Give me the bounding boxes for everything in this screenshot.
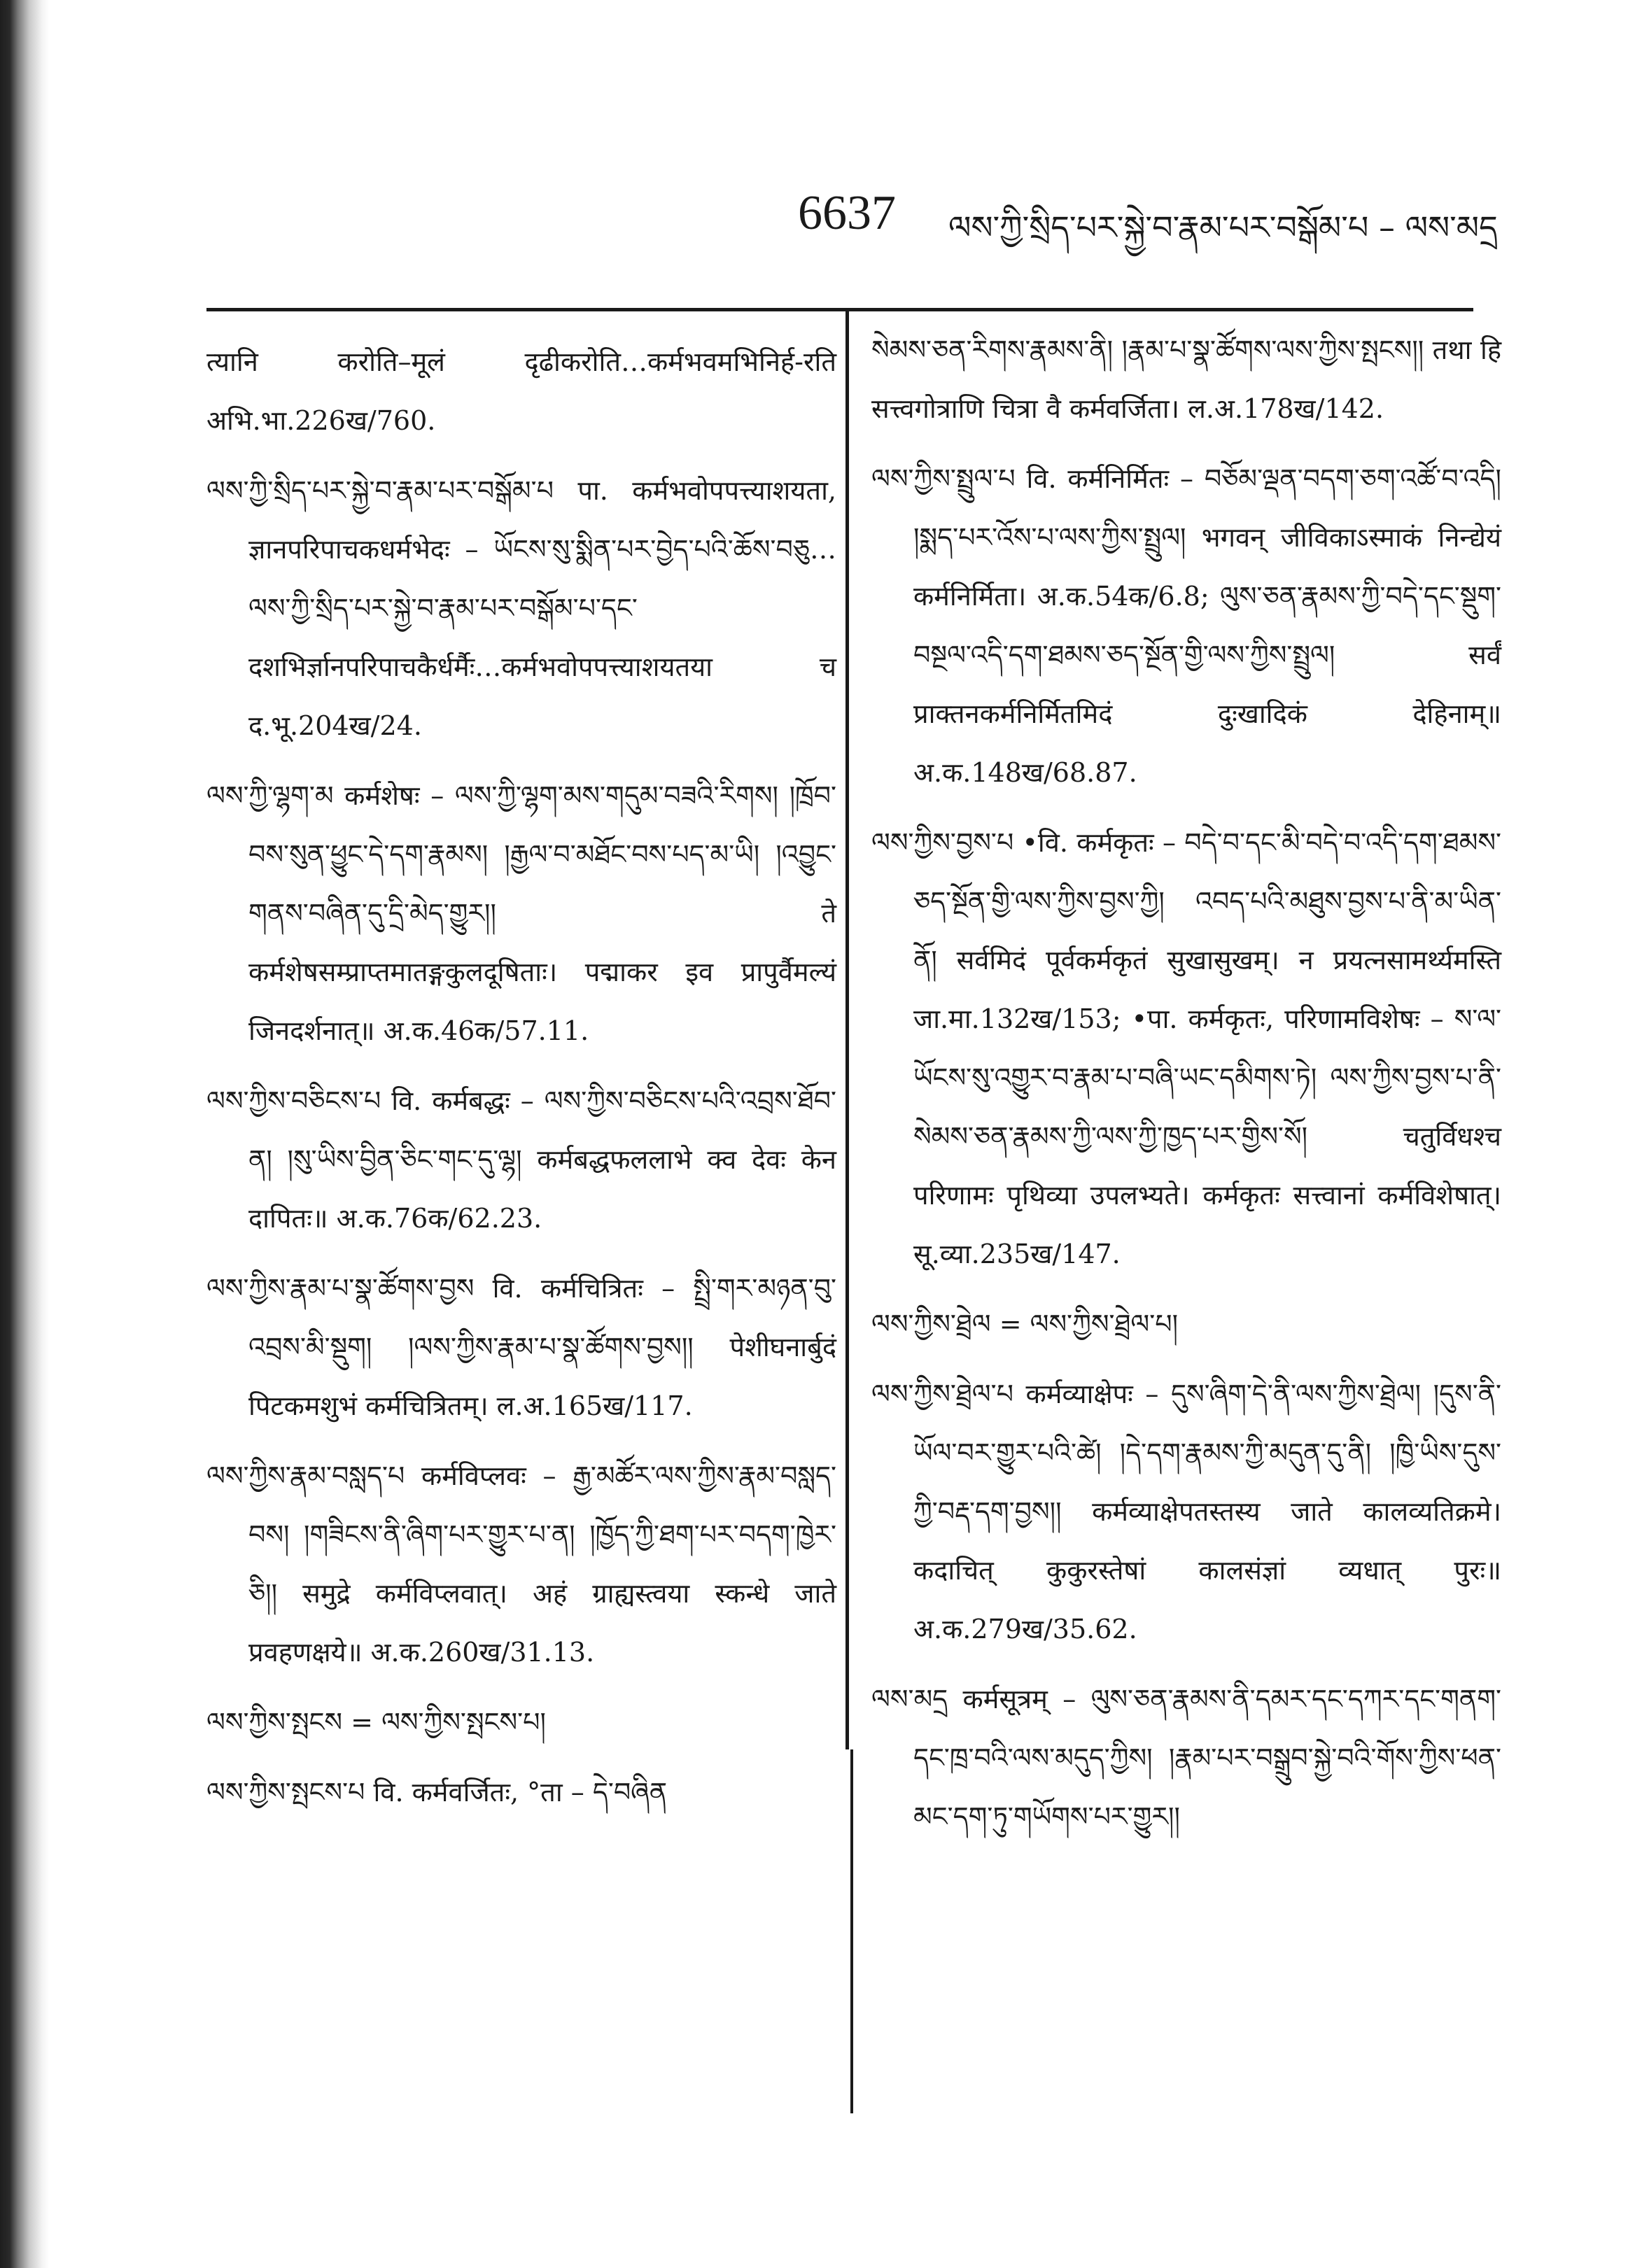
- page-number: 6637: [798, 186, 896, 240]
- dictionary-entry: ལས་ཀྱིས་སྤངས་པ वि. कर्मवर्जितः, °ता – དེ་བཞིན: [206, 1777, 668, 1808]
- dictionary-entry: ལས་ཀྱིས་སྤྲུལ་པ वि. कर्मनिर्मितः – བཅོམ་ལྡན་བདག་ཅག་འཚོ་བ་འདི། །སྨད་པར་འོས་པ་ལས་ཀྱིས་སྤྲུལ། भगवन् जीविकाऽस्माकं निन्द्येयं कर्मनिर्मिता। अ.क.54क/6.8; ལུས་ཅན་རྣམས་ཀྱི་བདེ་དང་སྡུག་བསྔལ་འདི་དག་ཐམས་ཅད་སྔོན་གྱི་ལས་ཀྱིས་སྤྲུལ། सर्वं प्राक्तनकर्मनिर्मितमिदं दुःखादिकं देहिनाम्॥ अ.क.148ख/68.87.: [871, 463, 1501, 788]
- dictionary-entry: ལས་ཀྱིས་རྣམ་བསླད་པ कर्मविप्लवः – རྒྱ་མཚོར་ལས་ཀྱིས་རྣམ་བསླད་བས། །གཟིངས་ནི་ཞིག་པར་གྱུར་པ་ན། །ཁྱོད་ཀྱི་ཐག་པར་བདག་ཁྱེར་ཅི།། समुद्रे कर्मविप्लवात्। अहं ग्राह्यस्त्वया स्कन्धे जाते प्रवहणक्षये॥ अ.क.260ख/31.13.: [206, 1460, 836, 1668]
- scan-binding-edge: [0, 0, 49, 2268]
- dictionary-entry: त्यानि करोति–मूलं दृढीकरोति…कर्मभवमभिनिर्ह-रति अभि.भा.226ख/760.: [206, 346, 836, 436]
- dictionary-entry: ལས་མདྲ कर्मसूत्रम् – ལུས་ཅན་རྣམས་ནི་དམར་དང་དཀར་དང་གནག་དང་ཁྲ་བའི་ལས་མདུད་ཀྱིས། །རྣམ་པར་བསྒྲུབ་སྐྱེ་བའི་གོས་ཀྱིས་ཕན་མང་དག་ཏུ་གཡོགས་པར་གྱུར།།: [871, 1684, 1501, 1832]
- dictionary-entry: ལས་ཀྱིས་བཅིངས་པ वि. कर्मबद्धः – ལས་ཀྱིས་བཅིངས་པའི་འབྲས་ཐོབ་ན། །སུ་ཡིས་བྱིན་ཅིང་གང་དུ་ལྷ། कर्मबद्धफललाभे क्व देवः केन दापितः॥ अ.क.76क/62.23.: [206, 1085, 836, 1234]
- dictionary-entry: སེམས་ཅན་རིགས་རྣམས་ནི། །རྣམ་པ་སྣ་ཚོགས་ལས་ཀྱིས་སྤངས།། तथा हि सत्त्वगोत्राणि चित्रा वै कर्मवर्जिता। ल.अ.178ख/142.: [871, 334, 1501, 424]
- left-column: [206, 332, 836, 1833]
- header-rule: [206, 308, 1473, 311]
- dictionary-entry: ལས་ཀྱིས་ཐྲེལ་པ कर्मव्याक्षेपः – དུས་ཞིག་དེ་ནི་ལས་ཀྱིས་ཐྲེལ། །དུས་ནི་ཡོལ་བར་གྱུར་པའི་ཚེ། །དེ་དག་རྣམས་ཀྱི་མདུན་དུ་ནི། །ཁྱི་ཡིས་དུས་ཀྱི་བརྡ་དག་བྱས།། कर्मव्याक्षेपतस्तस्य जाते कालव्यतिक्रमे। कदाचित् कुकुरस्तेषां कालसंज्ञां व्यधात् पुरः॥ अ.क.279ख/35.62.: [871, 1379, 1501, 1644]
- dictionary-entry: ལས་ཀྱི་ལྷག་མ कर्मशेषः – ལས་ཀྱི་ལྷག་མས་གདུམ་བཟའི་རིགས། །ཁྲོབ་བས་སུན་ཕྱུང་དེ་དག་རྣམས། །རྒྱལ་བ་མཐོང་བས་པད་མ་ཡི། །འབྱུང་གནས་བཞིན་དུ་དྲི་མེད་གྱུར།། ते कर्मशेषसम्प्राप्तमातङ्गकुलदूषिताः। पद्माकर इव प्रापुर्वैमल्यं जिनदर्शनात्॥ अ.क.46क/57.11.: [206, 780, 836, 1046]
- page-header: [798, 178, 1498, 255]
- dictionary-entry: ལས་ཀྱིས་ཐྲེལ = ལས་ཀྱིས་ཐྲེལ་པ།: [871, 1309, 1179, 1339]
- dictionary-entry: ལས་ཀྱིས་བྱས་པ •वि. कर्मकृतः – བདེ་བ་དང་མི་བདེ་བ་འདི་དག་ཐམས་ཅད་སྔོན་གྱི་ལས་ཀྱིས་བྱས་ཀྱི། འབད་པའི་མཐུས་བྱས་པ་ནི་མ་ཡིན་ནོ། सर्वमिदं पूर्वकर्मकृतं सुखासुखम्। न प्रयत्नसामर्थ्यमस्ति जा.मा.132ख/153; •पा. कर्मकृतः, परिणामविशेषः – ས་ལ་ཡོངས་སུ་འགྱུར་བ་རྣམ་པ་བཞི་ཡང་དམིགས་ཏེ། ལས་ཀྱིས་བྱས་པ་ནི་སེམས་ཅན་རྣམས་ཀྱི་ལས་ཀྱི་ཁྱད་པར་གྱིས་སོ། चतुर्विधश्च परिणामः पृथिव्या उपलभ्यते। कर्मकृतः सत्त्वानां कर्मविशेषात्। सू.व्या.235ख/147.: [871, 827, 1501, 1269]
- right-column: [871, 321, 1501, 1857]
- running-head: ལས་ཀྱི་སྲིད་པར་སྐྱེ་བ་རྣམ་པར་བསྒོམ་པ – ལས་མདྲ: [948, 209, 1498, 246]
- column-divider: [845, 308, 849, 1749]
- dictionary-entry: ལས་ཀྱི་སྲིད་པར་སྐྱེ་བ་རྣམ་པར་བསྒོམ་པ पा. कर्मभवोपपत्त्याशयता, ज्ञानपरिपाचकधर्मभेदः – ཡོངས་སུ་སྨིན་པར་བྱེད་པའི་ཆོས་བཅུ…ལས་ཀྱི་སྲིད་པར་སྐྱེ་བ་རྣམ་པར་བསྒོམ་པ་དང་ दशभिर्ज्ञानपरिपाचकैर्धर्मैः…कर्मभवोपपत्त्याशयतया च द.भू.204ख/24.: [206, 475, 836, 741]
- dictionary-entry: ལས་ཀྱིས་སྤངས = ལས་ཀྱིས་སྤངས་པ།: [206, 1707, 546, 1738]
- column-divider-lower: [850, 1749, 853, 2113]
- dictionary-entry: ལས་ཀྱིས་རྣམ་པ་སྣ་ཚོགས་བྱས वि. कर्मचित्रितः – སྤྲི་གར་མཉན་བུ་འབྲས་མི་སྡུག། །ལས་ཀྱིས་རྣམ་པ་སྣ་ཚོགས་བྱས།། पेशीघनार्बुदं पिटकमशुभं कर्मचित्रितम्। ल.अ.165ख/117.: [206, 1273, 836, 1421]
